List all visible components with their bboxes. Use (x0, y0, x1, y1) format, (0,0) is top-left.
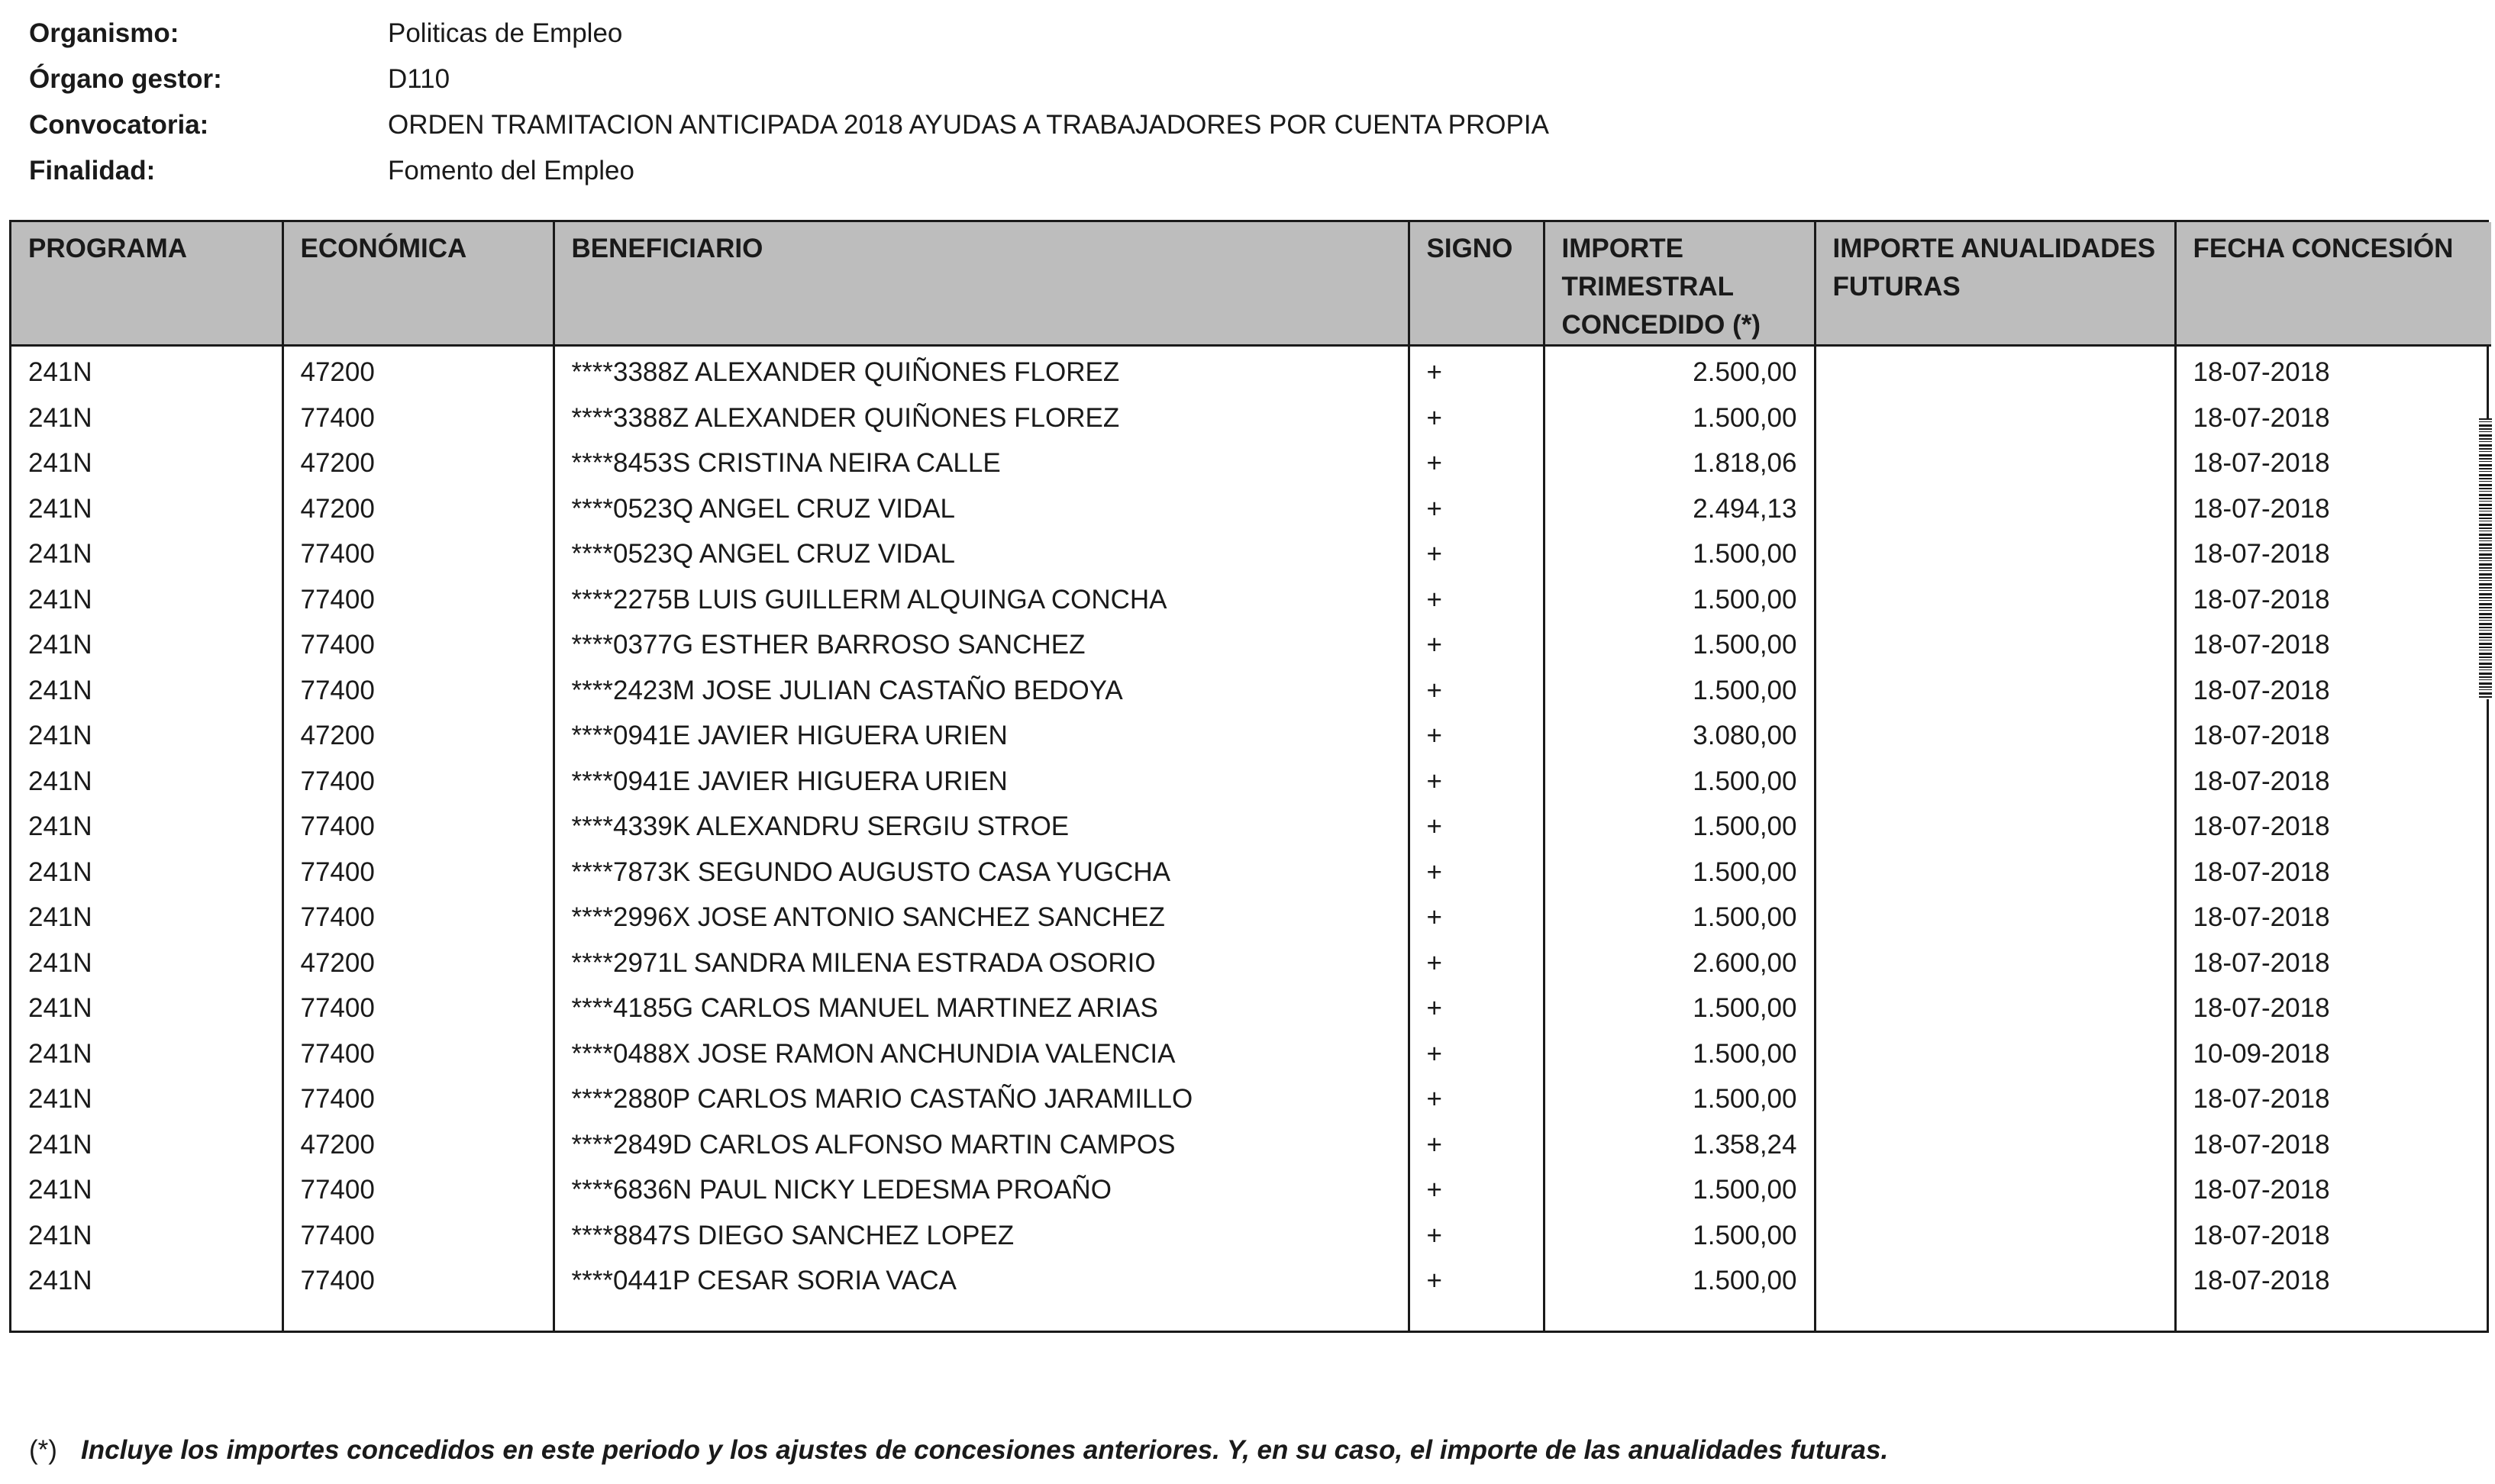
meta-value: Fomento del Empleo (388, 156, 634, 186)
cell-importe-trimestral: 1.500,00 (1544, 1213, 1815, 1259)
cell-importe-anualidades (1815, 440, 2175, 486)
cell-economica: 77400 (282, 531, 554, 577)
header-economica: ECONÓMICA (282, 222, 554, 346)
cell-economica: 77400 (282, 986, 554, 1031)
cell-importe-trimestral: 1.500,00 (1544, 850, 1815, 895)
cell-programa: 241N (28, 811, 92, 841)
cell-importe-anualidades (1815, 1076, 2175, 1122)
filler-cell (1544, 1304, 1815, 1331)
cell-signo: + (1409, 440, 1544, 486)
cell-fecha-concesion: 18-07-2018 (2175, 577, 2491, 623)
cell-economica: 77400 (282, 1213, 554, 1259)
cell-signo: + (1409, 804, 1544, 850)
cell-economica: 77400 (282, 1031, 554, 1077)
cell-importe-anualidades (1815, 346, 2175, 395)
filler-cell (554, 1304, 1409, 1331)
cell-signo: + (1409, 1167, 1544, 1213)
cell-signo: + (1409, 895, 1544, 940)
meta-value: Politicas de Empleo (388, 18, 623, 48)
cell-importe-trimestral: 1.500,00 (1544, 1167, 1815, 1213)
cell-beneficiario: ****2423M JOSE JULIAN CASTAÑO BEDOYA (554, 668, 1409, 714)
barcode-strip (2479, 418, 2492, 699)
cell-programa: 241N (28, 857, 92, 887)
cell-importe-anualidades (1815, 1258, 2175, 1304)
cell-importe-anualidades (1815, 986, 2175, 1031)
cell-importe-trimestral: 2.500,00 (1544, 346, 1815, 395)
document-metadata (29, 11, 1549, 194)
cell-importe-trimestral: 1.500,00 (1544, 395, 1815, 441)
cell-economica: 77400 (282, 577, 554, 623)
cell-beneficiario: ****0523Q ANGEL CRUZ VIDAL (554, 531, 1409, 577)
cell-programa: 241N (28, 357, 92, 387)
meta-label: Organismo: (29, 18, 179, 48)
filler-cell (11, 1304, 282, 1331)
table-row (11, 940, 2491, 986)
cell-importe-trimestral: 2.494,13 (1544, 486, 1815, 532)
meta-row-convocatoria (29, 102, 1549, 148)
table-row (11, 1031, 2491, 1077)
cell-economica: 47200 (282, 440, 554, 486)
cell-fecha-concesion: 18-07-2018 (2175, 1076, 2491, 1122)
cell-fecha-concesion: 18-07-2018 (2175, 1122, 2491, 1168)
cell-importe-trimestral: 1.500,00 (1544, 1258, 1815, 1304)
cell-fecha-concesion: 18-07-2018 (2175, 440, 2491, 486)
cell-economica: 77400 (282, 1258, 554, 1304)
filler-cell (282, 1304, 554, 1331)
cell-importe-anualidades (1815, 577, 2175, 623)
cell-beneficiario: ****7873K SEGUNDO AUGUSTO CASA YUGCHA (554, 850, 1409, 895)
cell-economica: 47200 (282, 486, 554, 532)
cell-importe-trimestral: 2.600,00 (1544, 940, 1815, 986)
cell-beneficiario: ****2996X JOSE ANTONIO SANCHEZ SANCHEZ (554, 895, 1409, 940)
meta-label: Órgano gestor: (29, 64, 222, 94)
cell-fecha-concesion: 18-07-2018 (2175, 759, 2491, 805)
cell-beneficiario: ****2849D CARLOS ALFONSO MARTIN CAMPOS (554, 1122, 1409, 1168)
cell-importe-trimestral: 1.500,00 (1544, 622, 1815, 668)
cell-programa: 241N (28, 1084, 92, 1114)
cell-fecha-concesion: 18-07-2018 (2175, 395, 2491, 441)
cell-signo: + (1409, 850, 1544, 895)
cell-importe-trimestral: 3.080,00 (1544, 713, 1815, 759)
cell-signo: + (1409, 395, 1544, 441)
cell-signo: + (1409, 1258, 1544, 1304)
cell-economica: 47200 (282, 713, 554, 759)
table-header-row (11, 222, 2491, 346)
meta-value: ORDEN TRAMITACION ANTICIPADA 2018 AYUDAS A TRABAJADORES POR CUENTA PROPIA (388, 110, 1549, 140)
cell-fecha-concesion: 18-07-2018 (2175, 1258, 2491, 1304)
cell-programa: 241N (28, 539, 92, 569)
cell-importe-trimestral: 1.358,24 (1544, 1122, 1815, 1168)
footnote (29, 1435, 1888, 1466)
cell-fecha-concesion: 18-07-2018 (2175, 804, 2491, 850)
cell-programa: 241N (28, 630, 92, 660)
cell-beneficiario: ****0523Q ANGEL CRUZ VIDAL (554, 486, 1409, 532)
cell-beneficiario: ****8453S CRISTINA NEIRA CALLE (554, 440, 1409, 486)
table-row (11, 1213, 2491, 1259)
cell-importe-anualidades (1815, 668, 2175, 714)
cell-importe-anualidades (1815, 1213, 2175, 1259)
table-row (11, 895, 2491, 940)
cell-fecha-concesion: 18-07-2018 (2175, 1167, 2491, 1213)
cell-signo: + (1409, 668, 1544, 714)
header-beneficiario: BENEFICIARIO (554, 222, 1409, 346)
cell-programa: 241N (28, 1038, 92, 1069)
table-row (11, 850, 2491, 895)
table-row (11, 486, 2491, 532)
cell-beneficiario: ****0377G ESTHER BARROSO SANCHEZ (554, 622, 1409, 668)
cell-fecha-concesion: 18-07-2018 (2175, 713, 2491, 759)
cell-programa: 241N (28, 1175, 92, 1205)
table-row (11, 1122, 2491, 1168)
cell-importe-anualidades (1815, 1167, 2175, 1213)
cell-programa: 241N (28, 493, 92, 524)
cell-fecha-concesion: 10-09-2018 (2175, 1031, 2491, 1077)
cell-signo: + (1409, 759, 1544, 805)
cell-programa: 241N (28, 448, 92, 478)
cell-economica: 47200 (282, 1122, 554, 1168)
cell-signo: + (1409, 1122, 1544, 1168)
table-row (11, 440, 2491, 486)
cell-fecha-concesion: 18-07-2018 (2175, 895, 2491, 940)
header-importe-trimestral: IMPORTE TRIMESTRAL CONCEDIDO (*) (1544, 222, 1815, 346)
cell-economica: 77400 (282, 850, 554, 895)
table-row (11, 804, 2491, 850)
cell-beneficiario: ****6836N PAUL NICKY LEDESMA PROAÑO (554, 1167, 1409, 1213)
cell-programa: 241N (28, 675, 92, 705)
cell-economica: 47200 (282, 940, 554, 986)
cell-economica: 77400 (282, 622, 554, 668)
cell-importe-trimestral: 1.500,00 (1544, 1076, 1815, 1122)
cell-beneficiario: ****0941E JAVIER HIGUERA URIEN (554, 759, 1409, 805)
cell-importe-trimestral: 1.500,00 (1544, 577, 1815, 623)
cell-importe-anualidades (1815, 759, 2175, 805)
cell-importe-anualidades (1815, 395, 2175, 441)
cell-beneficiario: ****4185G CARLOS MANUEL MARTINEZ ARIAS (554, 986, 1409, 1031)
table-row (11, 395, 2491, 441)
cell-fecha-concesion: 18-07-2018 (2175, 531, 2491, 577)
cell-programa: 241N (28, 1220, 92, 1250)
table-body (11, 346, 2491, 1331)
cell-beneficiario: ****3388Z ALEXANDER QUIÑONES FLOREZ (554, 395, 1409, 441)
cell-programa: 241N (28, 721, 92, 750)
cell-beneficiario: ****4339K ALEXANDRU SERGIU STROE (554, 804, 1409, 850)
meta-label: Finalidad: (29, 156, 156, 186)
footnote-mark: (*) (29, 1435, 57, 1465)
cell-importe-trimestral: 1.500,00 (1544, 804, 1815, 850)
table-row (11, 759, 2491, 805)
cell-economica: 77400 (282, 895, 554, 940)
cell-importe-anualidades (1815, 531, 2175, 577)
cell-importe-trimestral: 1.500,00 (1544, 759, 1815, 805)
filler-cell (1409, 1304, 1544, 1331)
cell-beneficiario: ****3388Z ALEXANDER QUIÑONES FLOREZ (554, 346, 1409, 395)
cell-signo: + (1409, 486, 1544, 532)
header-fecha-concesion: FECHA CONCESIÓN (2175, 222, 2491, 346)
table-filler-row (11, 1304, 2491, 1331)
cell-signo: + (1409, 1213, 1544, 1259)
cell-beneficiario: ****2275B LUIS GUILLERM ALQUINGA CONCHA (554, 577, 1409, 623)
cell-economica: 77400 (282, 668, 554, 714)
cell-economica: 77400 (282, 1076, 554, 1122)
cell-fecha-concesion: 18-07-2018 (2175, 1213, 2491, 1259)
cell-importe-anualidades (1815, 1031, 2175, 1077)
cell-fecha-concesion: 18-07-2018 (2175, 940, 2491, 986)
header-signo: SIGNO (1409, 222, 1544, 346)
cell-fecha-concesion: 18-07-2018 (2175, 850, 2491, 895)
table-row (11, 1167, 2491, 1213)
cell-importe-anualidades (1815, 895, 2175, 940)
meta-row-organismo (29, 11, 1549, 56)
grants-table (9, 220, 2489, 1333)
cell-programa: 241N (28, 584, 92, 615)
cell-signo: + (1409, 346, 1544, 395)
cell-signo: + (1409, 713, 1544, 759)
cell-programa: 241N (28, 402, 92, 433)
cell-economica: 77400 (282, 1167, 554, 1213)
cell-importe-anualidades (1815, 486, 2175, 532)
cell-importe-trimestral: 1.500,00 (1544, 1031, 1815, 1077)
cell-economica: 47200 (282, 346, 554, 395)
cell-importe-anualidades (1815, 713, 2175, 759)
table-row (11, 1258, 2491, 1304)
cell-fecha-concesion: 18-07-2018 (2175, 622, 2491, 668)
cell-beneficiario: ****0441P CESAR SORIA VACA (554, 1258, 1409, 1304)
filler-cell (2175, 1304, 2491, 1331)
cell-programa: 241N (28, 993, 92, 1023)
table-row (11, 986, 2491, 1031)
table-row (11, 346, 2491, 395)
cell-economica: 77400 (282, 759, 554, 805)
meta-value: D110 (388, 64, 450, 94)
cell-signo: + (1409, 1031, 1544, 1077)
cell-importe-trimestral: 1.500,00 (1544, 668, 1815, 714)
table-row (11, 577, 2491, 623)
cell-importe-anualidades (1815, 804, 2175, 850)
header-programa: PROGRAMA (11, 222, 282, 346)
meta-row-organo-gestor (29, 56, 1549, 102)
cell-importe-anualidades (1815, 622, 2175, 668)
cell-signo: + (1409, 1076, 1544, 1122)
cell-economica: 77400 (282, 804, 554, 850)
filler-cell (1815, 1304, 2175, 1331)
cell-fecha-concesion: 18-07-2018 (2175, 486, 2491, 532)
cell-beneficiario: ****8847S DIEGO SANCHEZ LOPEZ (554, 1213, 1409, 1259)
cell-signo: + (1409, 531, 1544, 577)
header-importe-anualidades: IMPORTE ANUALIDADES FUTURAS (1815, 222, 2175, 346)
cell-signo: + (1409, 986, 1544, 1031)
cell-signo: + (1409, 622, 1544, 668)
cell-programa: 241N (28, 766, 92, 796)
meta-label: Convocatoria: (29, 110, 209, 140)
cell-beneficiario: ****2971L SANDRA MILENA ESTRADA OSORIO (554, 940, 1409, 986)
cell-importe-anualidades (1815, 1122, 2175, 1168)
cell-signo: + (1409, 577, 1544, 623)
cell-fecha-concesion: 18-07-2018 (2175, 668, 2491, 714)
table-row (11, 713, 2491, 759)
table-row (11, 668, 2491, 714)
cell-importe-anualidades (1815, 850, 2175, 895)
cell-importe-trimestral: 1.500,00 (1544, 531, 1815, 577)
cell-programa: 241N (28, 947, 92, 978)
table-row (11, 1076, 2491, 1122)
cell-fecha-concesion: 18-07-2018 (2175, 346, 2491, 395)
cell-beneficiario: ****2880P CARLOS MARIO CASTAÑO JARAMILLO (554, 1076, 1409, 1122)
footnote-text: Incluye los importes concedidos en este periodo y los ajustes de concesiones anteriores. Y, en su caso, el importe de las anualidades futuras. (81, 1435, 1889, 1465)
cell-programa: 241N (28, 1266, 92, 1295)
table-row (11, 531, 2491, 577)
cell-importe-anualidades (1815, 940, 2175, 986)
table-row (11, 622, 2491, 668)
cell-programa: 241N (28, 902, 92, 932)
cell-importe-trimestral: 1.500,00 (1544, 986, 1815, 1031)
cell-signo: + (1409, 940, 1544, 986)
cell-fecha-concesion: 18-07-2018 (2175, 986, 2491, 1031)
cell-importe-trimestral: 1.500,00 (1544, 895, 1815, 940)
cell-beneficiario: ****0941E JAVIER HIGUERA URIEN (554, 713, 1409, 759)
cell-programa: 241N (28, 1129, 92, 1160)
cell-economica: 77400 (282, 395, 554, 441)
cell-importe-trimestral: 1.818,06 (1544, 440, 1815, 486)
meta-row-finalidad (29, 148, 1549, 194)
cell-beneficiario: ****0488X JOSE RAMON ANCHUNDIA VALENCIA (554, 1031, 1409, 1077)
